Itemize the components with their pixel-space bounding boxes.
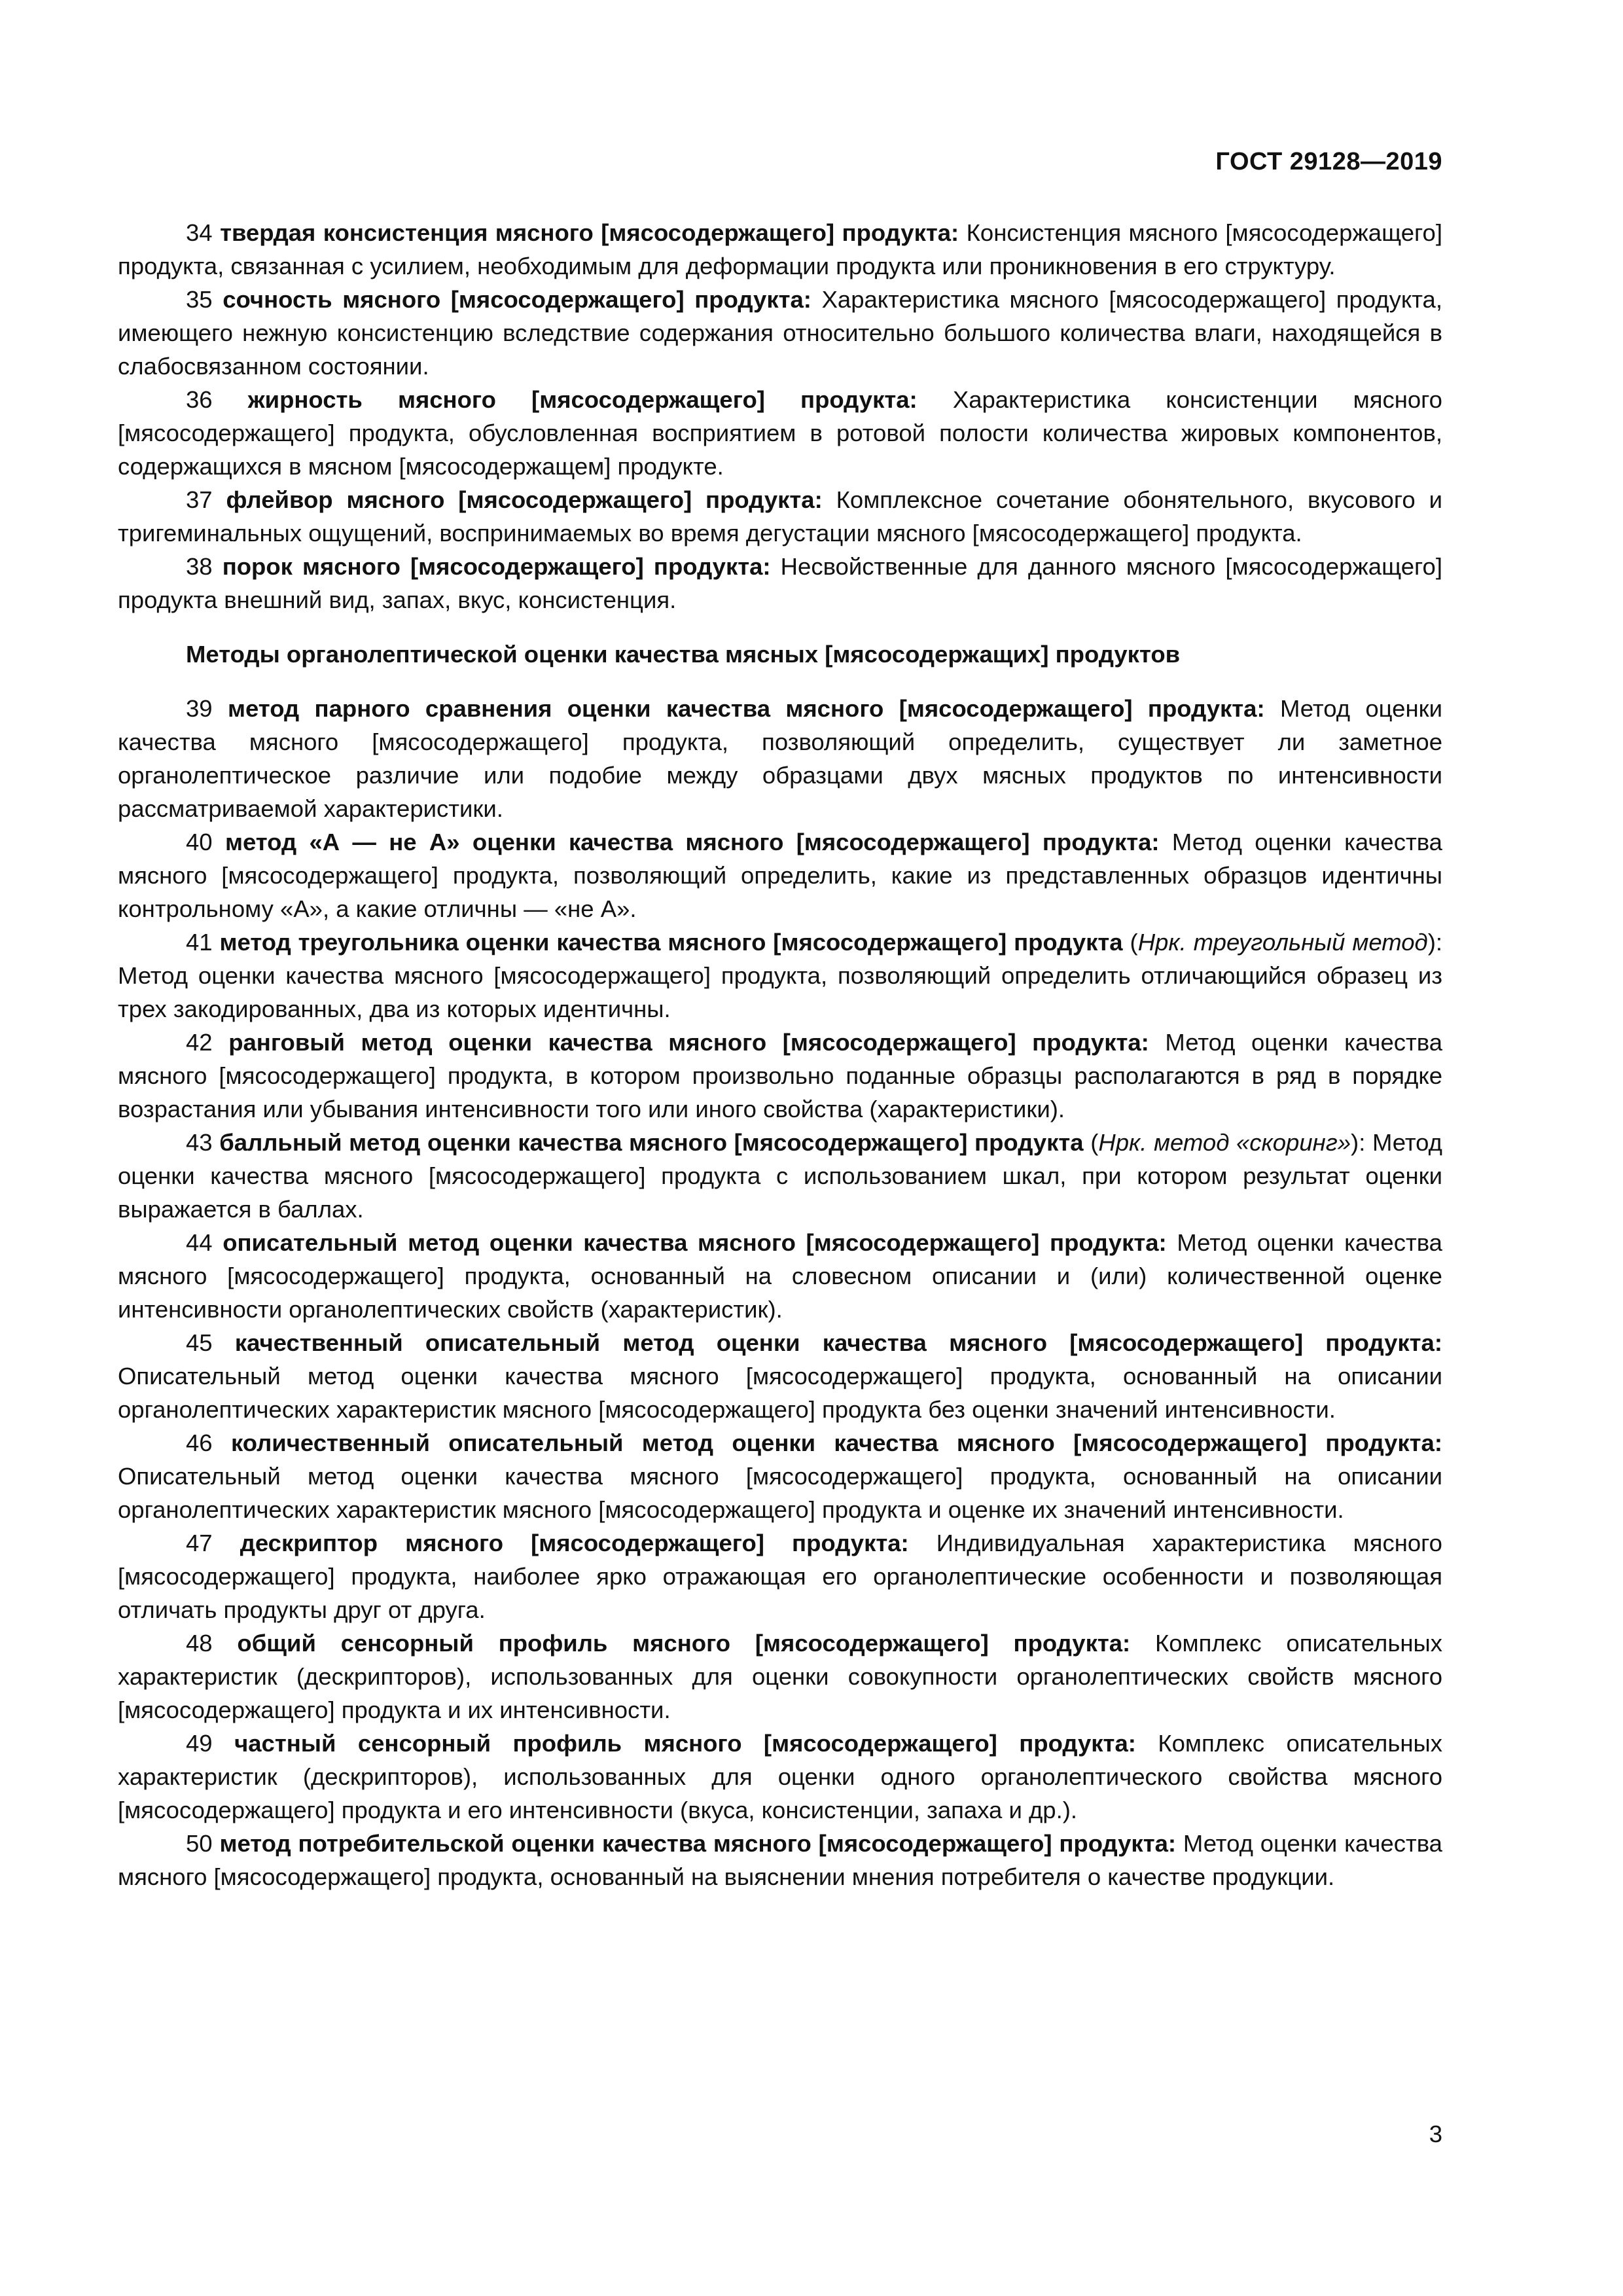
term-name: количественный описательный метод оценки качества мясного [мясосодержащего] продукта:	[230, 1429, 1442, 1456]
term-note: Нрк. метод «скоринг»	[1098, 1129, 1351, 1156]
term-entry-40	[118, 825, 1442, 925]
term-number: 40	[186, 829, 213, 855]
document-code-header: ГОСТ 29128—2019	[1215, 148, 1442, 175]
term-name: описательный метод оценки качества мясного [мясосодержащего] продукта:	[223, 1229, 1167, 1256]
term-number: 34	[186, 219, 213, 246]
term-definition: Описательный метод оценки качества мясного [мясосодержащего] продукта, основанный на описании органолептических характеристик мясного [мясосодержащего] продукта без оценки значений интенсивности.	[118, 1363, 1442, 1423]
term-name: метод «А — не А» оценки качества мясного [мясосодержащего] продукта:	[224, 829, 1160, 855]
term-number: 43	[186, 1129, 213, 1156]
term-name: метод треугольника оценки качества мясного [мясосодержащего] продукта	[219, 929, 1123, 956]
term-number: 49	[186, 1730, 213, 1757]
term-definition: Метод оценки качества мясного [мясосодержащего] продукта, основанный на словесном описании и (или) количественной оценке интенсивности органолептических свойств (характеристик).	[118, 1229, 1442, 1323]
term-entry-42	[118, 1026, 1442, 1126]
term-number: 35	[186, 286, 213, 313]
term-definition: Метод оценки качества мясного [мясосодержащего] продукта, основанный на выяснении мнения потребителя о качестве продукции.	[118, 1830, 1442, 1890]
term-definition: Метод оценки качества мясного [мясосодержащего] продукта, в котором произвольно поданные образцы располагаются в ряд в порядке возрастания или убывания интенсивности того или иного свойства (характеристики).	[118, 1029, 1442, 1122]
term-name: ранговый метод оценки качества мясного [мясосодержащего] продукта:	[228, 1029, 1149, 1056]
term-entry-44	[118, 1226, 1442, 1326]
term-entry-35	[118, 283, 1442, 383]
section-heading: Методы органолептической оценки качества мясных [мясосодержащих] продуктов	[186, 641, 1181, 668]
term-name: качественный описательный метод оценки качества мясного [мясосодержащего] продукта:	[234, 1329, 1442, 1356]
term-name: частный сенсорный профиль мясного [мясосодержащего] продукта:	[234, 1730, 1136, 1757]
term-number: 37	[186, 486, 213, 513]
term-entry-41: 41 метод треугольника оценки качества мясного [мясосодержащего] продукта (Нрк. треугольный метод): Метод оценки качества мясного [мясосодержащего] продукта, позволяющий определить отличающийся образец из трех закодированных, два из которых идентичны.	[118, 929, 1442, 1022]
term-entry-39	[118, 692, 1442, 825]
term-name: метод потребительской оценки качества мясного [мясосодержащего] продукта:	[219, 1830, 1177, 1857]
term-entry-49	[118, 1727, 1442, 1827]
term-entry-47	[118, 1526, 1442, 1626]
term-number: 38	[186, 553, 213, 580]
term-name: дескриптор мясного [мясосодержащего] продукта:	[240, 1530, 909, 1556]
term-definition: Индивидуальная характеристика мясного [мясосодержащего] продукта, наиболее ярко отражающая его органолептические особенности и позволяющая отличать продукты друг от друга.	[118, 1530, 1442, 1623]
term-definition: Метод оценки качества мясного [мясосодержащего] продукта с использованием шкал, при котором результат оценки выражается в баллах.	[118, 1129, 1442, 1223]
term-number: 50	[186, 1830, 213, 1857]
term-name: флейвор мясного [мясосодержащего] продукта:	[226, 486, 823, 513]
term-name: жирность мясного [мясосодержащего] продукта:	[247, 386, 918, 413]
term-entry-48	[118, 1626, 1442, 1727]
term-entry-45	[118, 1326, 1442, 1426]
term-definition: Метод оценки качества мясного [мясосодержащего] продукта, позволяющий определить, существует ли заметное органолептическое различие или подобие между образцами двух мясных продуктов по интенсивности рассматриваемой характеристики.	[118, 695, 1442, 822]
term-entry-43: 43 балльный метод оценки качества мясного [мясосодержащего] продукта (Нрк. метод «скоринг»): Метод оценки качества мясного [мясосодержащего] продукта с использованием шкал, при котором результат оценки выражается в баллах.	[118, 1129, 1442, 1223]
term-number: 44	[186, 1229, 213, 1256]
term-name: общий сенсорный профиль мясного [мясосодержащего] продукта:	[237, 1630, 1131, 1657]
term-number: 47	[186, 1530, 213, 1556]
term-entry-36	[118, 383, 1442, 483]
term-note: Нрк. треугольный метод	[1137, 929, 1428, 956]
term-definition: Консистенция мясного [мясосодержащего] продукта, связанная с усилием, необходимым для деформации продукта или проникновения в его структуру.	[118, 219, 1442, 279]
term-name: сочность мясного [мясосодержащего] продукта:	[223, 286, 812, 313]
term-definition: Комплекс описательных характеристик (дескрипторов), использованных для оценки одного органолептического свойства мясного [мясосодержащего] продукта и его интенсивности (вкуса, консистенции, запаха и др.).	[118, 1730, 1442, 1823]
term-definition: Описательный метод оценки качества мясного [мясосодержащего] продукта, основанный на описании органолептических характеристик мясного [мясосодержащего] продукта и оценке их значений интенсивности.	[118, 1463, 1442, 1523]
term-name: метод парного сравнения оценки качества мясного [мясосодержащего] продукта:	[227, 695, 1265, 722]
term-definition: Комплексное сочетание обонятельного, вкусового и тригеминальных ощущений, воспринимаемых во время дегустации мясного [мясосодержащего] продукта.	[118, 486, 1442, 547]
term-name: твердая консистенция мясного [мясосодержащего] продукта:	[220, 219, 959, 246]
term-definition: Характеристика консистенции мясного [мясосодержащего] продукта, обусловленная восприятием в ротовой полости количества жировых компонентов, содержащихся в мясном [мясосодержащем] продукте.	[118, 386, 1442, 480]
term-number: 39	[186, 695, 213, 722]
term-number: 41	[186, 929, 213, 956]
term-definition: Метод оценки качества мясного [мясосодержащего] продукта, позволяющий определить отличающийся образец из трех закодированных, два из которых идентичны.	[118, 962, 1442, 1022]
term-name: балльный метод оценки качества мясного [мясосодержащего] продукта	[219, 1129, 1084, 1156]
term-entry-50	[118, 1827, 1442, 1893]
term-number: 42	[186, 1029, 213, 1056]
term-entry-34	[118, 216, 1442, 283]
term-entry-38	[118, 550, 1442, 617]
term-entry-46	[118, 1426, 1442, 1526]
term-entry-37	[118, 483, 1442, 550]
page-number: 3	[1429, 2121, 1442, 2147]
term-number: 46	[186, 1429, 213, 1456]
term-name: порок мясного [мясосодержащего] продукта:	[222, 553, 771, 580]
document-body	[118, 216, 1442, 1893]
term-definition: Характеристика мясного [мясосодержащего] продукта, имеющего нежную консистенцию вследствие содержания относительно большого количества влаги, находящейся в слабосвязанном состоянии.	[118, 286, 1442, 380]
term-number: 36	[186, 386, 213, 413]
term-definition: Метод оценки качества мясного [мясосодержащего] продукта, позволяющий определить, какие из представленных образцов идентичны контрольному «А», а какие отличны — «не А».	[118, 829, 1442, 922]
term-definition: Комплекс описательных характеристик (дескрипторов), использованных для оценки совокупности органолептических свойств мясного [мясосодержащего] продукта и их интенсивности.	[118, 1630, 1442, 1723]
term-number: 48	[186, 1630, 213, 1657]
term-definition: Несвойственные для данного мясного [мясосодержащего] продукта внешний вид, запах, вкус, консистенция.	[118, 553, 1442, 613]
term-number: 45	[186, 1329, 213, 1356]
